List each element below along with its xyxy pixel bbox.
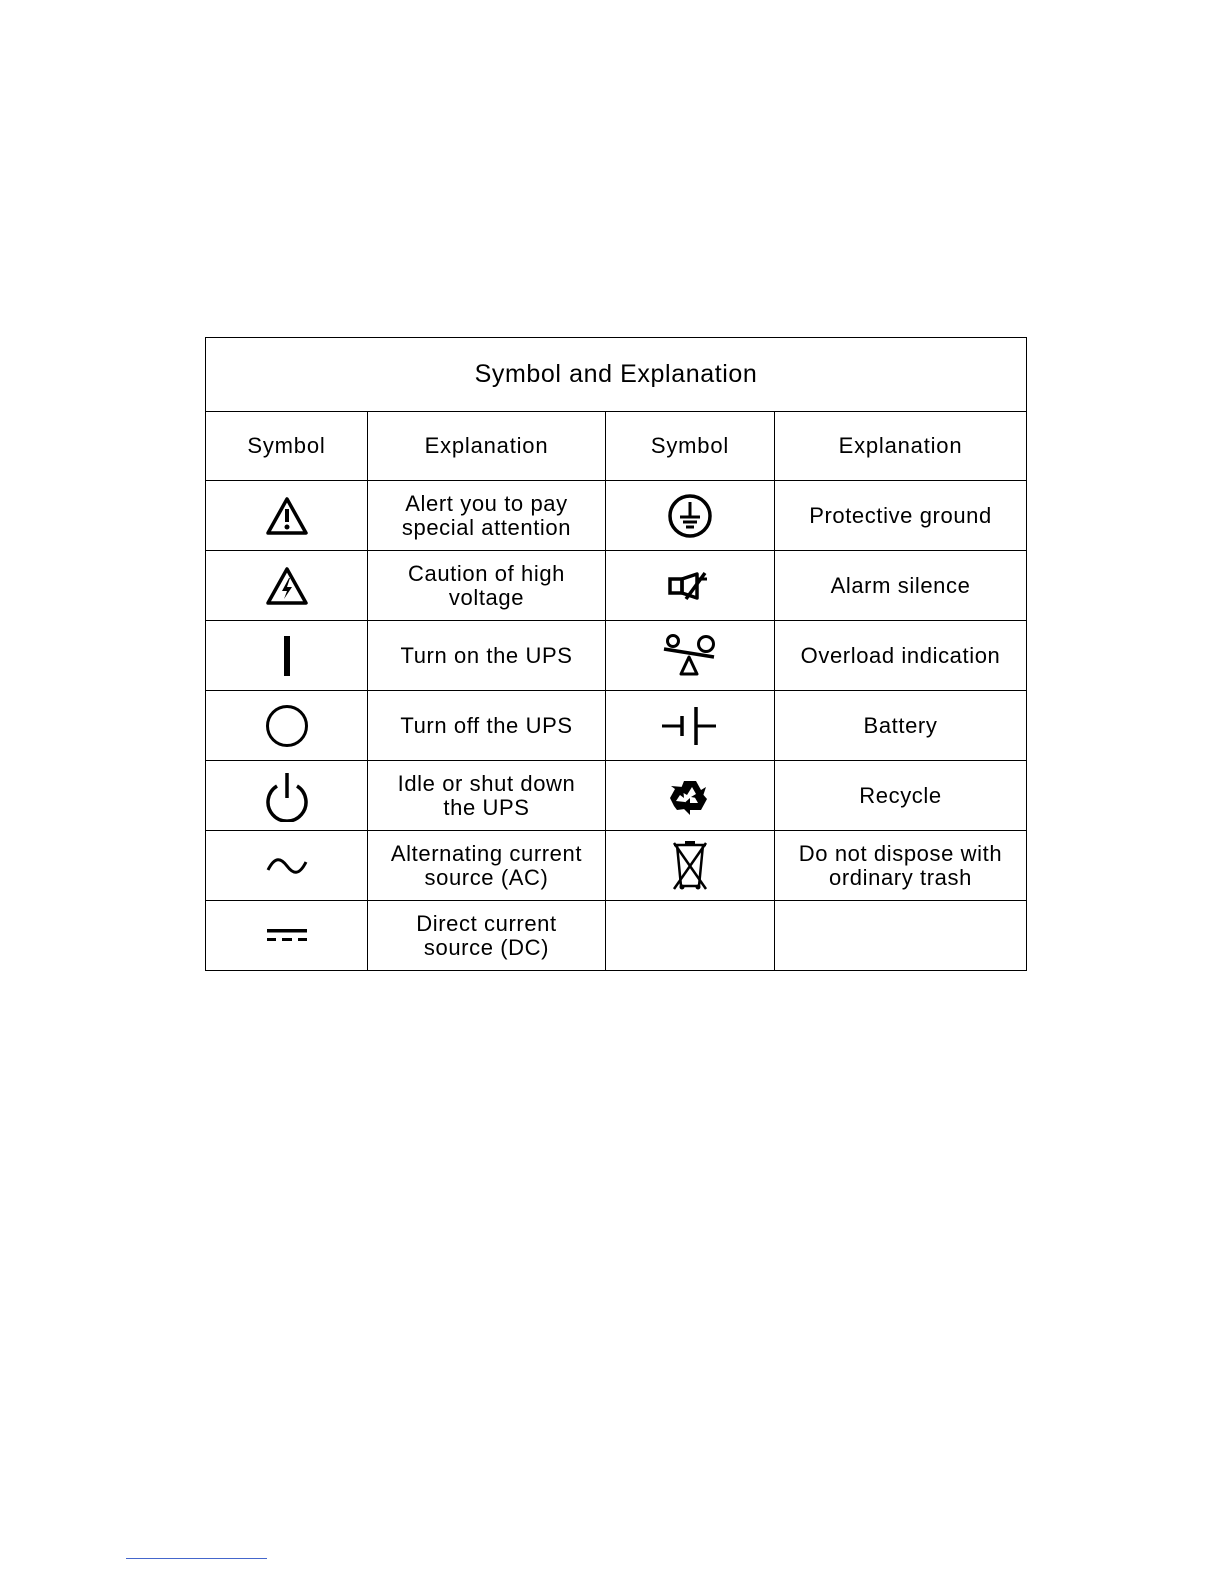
ac-sine-icon — [265, 856, 309, 876]
explanation-cell — [775, 831, 1027, 901]
empty-symbol-cell — [606, 901, 775, 971]
table-row — [206, 831, 1027, 901]
explanation-cell — [775, 761, 1027, 831]
symbol-cell — [206, 621, 368, 691]
explanation-cell — [775, 691, 1027, 761]
overload-seesaw-icon — [660, 634, 720, 678]
warning-exclamation-icon — [265, 496, 309, 536]
explanation-text: Alert you to pay special attention — [401, 490, 572, 540]
explanation-text: Alternating current source (AC) — [390, 840, 583, 890]
explanation-text: Protective ground — [809, 502, 992, 528]
symbol-cell — [606, 761, 775, 831]
explanation-cell — [775, 551, 1027, 621]
battery-icon — [660, 705, 720, 747]
table-row — [206, 691, 1027, 761]
header-explanation: Explanation — [775, 412, 1027, 481]
explanation-text: Turn off the UPS — [400, 712, 573, 738]
header-symbol: Symbol — [606, 412, 775, 481]
empty-explanation-cell — [775, 901, 1027, 971]
explanation-text: Overload indication — [800, 642, 1001, 668]
high-voltage-warning-icon — [265, 566, 309, 606]
standby-power-icon — [263, 770, 311, 822]
explanation-text: Do not dispose with ordinary trash — [798, 840, 1003, 890]
explanation-text: Caution of high voltage — [408, 560, 565, 610]
table-title: Symbol and Explanation — [206, 338, 1027, 412]
symbol-cell — [606, 831, 775, 901]
table-row — [206, 761, 1027, 831]
symbol-cell — [206, 831, 368, 901]
weee-bin-icon — [670, 840, 710, 892]
explanation-cell — [368, 691, 606, 761]
explanation-text: Idle or shut down the UPS — [397, 770, 576, 820]
explanation-text: Recycle — [859, 782, 942, 808]
explanation-cell — [368, 621, 606, 691]
explanation-text: Battery — [863, 712, 938, 738]
symbol-cell — [206, 761, 368, 831]
explanation-cell — [368, 831, 606, 901]
symbol-cell — [606, 621, 775, 691]
dc-current-icon — [265, 926, 309, 944]
table-row — [206, 621, 1027, 691]
symbol-cell — [606, 481, 775, 551]
explanation-cell — [368, 761, 606, 831]
symbol-cell — [206, 481, 368, 551]
explanation-cell — [368, 481, 606, 551]
explanation-cell — [368, 901, 606, 971]
table-row — [206, 551, 1027, 621]
explanation-text: Direct current source (DC) — [416, 910, 557, 960]
explanation-cell — [775, 621, 1027, 691]
footnote-rule — [126, 1558, 267, 1559]
symbol-cell — [606, 691, 775, 761]
header-symbol: Symbol — [206, 412, 368, 481]
alarm-silence-icon — [667, 571, 713, 601]
recycle-icon — [668, 776, 712, 816]
power-on-bar-icon — [281, 635, 293, 677]
power-off-circle-icon — [264, 703, 310, 749]
table-row — [206, 901, 1027, 971]
explanation-cell — [368, 551, 606, 621]
explanation-text: Turn on the UPS — [400, 642, 573, 668]
table-row — [206, 481, 1027, 551]
header-explanation: Explanation — [368, 412, 606, 481]
symbol-cell — [606, 551, 775, 621]
symbol-cell — [206, 901, 368, 971]
symbol-cell — [206, 691, 368, 761]
protective-ground-icon — [667, 493, 713, 539]
explanation-cell — [775, 481, 1027, 551]
symbol-cell — [206, 551, 368, 621]
explanation-text: Alarm silence — [830, 572, 971, 598]
symbol-table — [205, 337, 1027, 971]
